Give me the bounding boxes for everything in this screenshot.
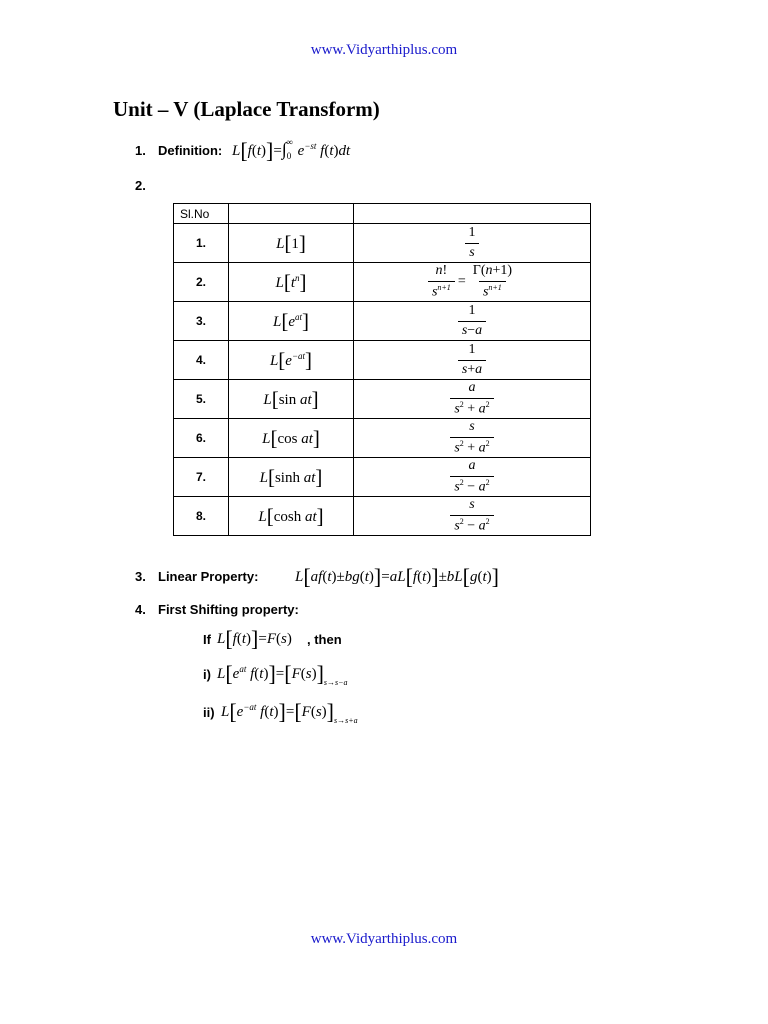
- transform-cell: $\frac{a}{s^2 + a^2}$: [354, 380, 591, 419]
- transform-cell: $\frac{1}{s-a}$: [354, 302, 591, 341]
- case-i-label: i): [203, 667, 211, 682]
- row-number: 3.: [174, 302, 229, 341]
- row-number: 2.: [174, 263, 229, 302]
- linear-property-formula: L[af(t)±bg(t)]=aL[f(t)]±bL[g(t)]: [295, 564, 499, 589]
- first-shifting-label: First Shifting property:: [158, 602, 299, 617]
- row-number: 7.: [174, 458, 229, 497]
- shifting-case-ii-formula: $L[e^{-at}$ $f(t)]=[F(s)]_{s\to s+a}$: [221, 699, 358, 725]
- transform-cell: $\frac{1}{s+a}$: [354, 341, 591, 380]
- table-row: [174, 263, 591, 302]
- page-title: Unit – V (Laplace Transform): [113, 97, 380, 121]
- definition-label: Definition:: [158, 143, 223, 158]
- table-header-function: [229, 204, 354, 224]
- item-1-number: 1.: [135, 143, 146, 158]
- transform-cell: $\frac{n!}{s^{n+1}}$ = $\frac{\Gamma(n+1)}{s^{n+1}}$: [354, 263, 591, 302]
- transform-cell: $\frac{s}{s^2 - a^2}$: [354, 497, 591, 536]
- row-number: 8.: [174, 497, 229, 536]
- transform-cell: $\frac{s}{s^2 + a^2}$: [354, 419, 591, 458]
- table-row: [174, 224, 591, 263]
- function-cell: $L[e^{at}]$: [229, 302, 354, 341]
- case-ii-label: ii): [203, 705, 215, 720]
- linear-property-label: Linear Property:: [158, 569, 259, 584]
- table-row: [174, 341, 591, 380]
- function-cell: $L[t^n]$: [229, 263, 354, 302]
- if-label: If: [203, 632, 211, 647]
- function-cell: L[sin at]: [229, 380, 354, 419]
- function-cell: L[cosh at]: [229, 497, 354, 536]
- then-label: , then: [307, 632, 342, 647]
- function-cell: L[sinh at]: [229, 458, 354, 497]
- row-number: 5.: [174, 380, 229, 419]
- shifting-case-i-formula: $L[e^{at}$ $f(t)]=[F(s)]_{s\to s-a}$: [217, 661, 348, 687]
- table-row: [174, 302, 591, 341]
- item-2-number: 2.: [135, 178, 146, 193]
- shifting-condition-formula: L[f(t)]=F(s): [217, 626, 292, 651]
- function-cell: L[cos at]: [229, 419, 354, 458]
- item-4-number: 4.: [135, 602, 146, 617]
- transform-cell: $\frac{a}{s^2 - a^2}$: [354, 458, 591, 497]
- function-cell: L[1]: [229, 224, 354, 263]
- table-row: [174, 380, 591, 419]
- table-row: [174, 419, 591, 458]
- table-row: [174, 497, 591, 536]
- item-3-number: 3.: [135, 569, 146, 584]
- table-header-row: [174, 204, 591, 224]
- row-number: 6.: [174, 419, 229, 458]
- laplace-transform-table: [173, 203, 591, 536]
- footer-site-link[interactable]: www.Vidyarthiplus.com: [310, 931, 458, 947]
- table-row: [174, 458, 591, 497]
- header-site-link[interactable]: www.Vidyarthiplus.com: [310, 42, 458, 58]
- row-number: 4.: [174, 341, 229, 380]
- table-header-transform: [354, 204, 591, 224]
- table-header-slno: Sl.No: [174, 204, 229, 224]
- row-number: 1.: [174, 224, 229, 263]
- function-cell: $L[e^{-at}]$: [229, 341, 354, 380]
- definition-formula: $L[f(t)]=\int_0^\infty e^{-st}$ f(t)dt: [232, 137, 351, 163]
- transform-cell: $\frac{1}{s}$: [354, 224, 591, 263]
